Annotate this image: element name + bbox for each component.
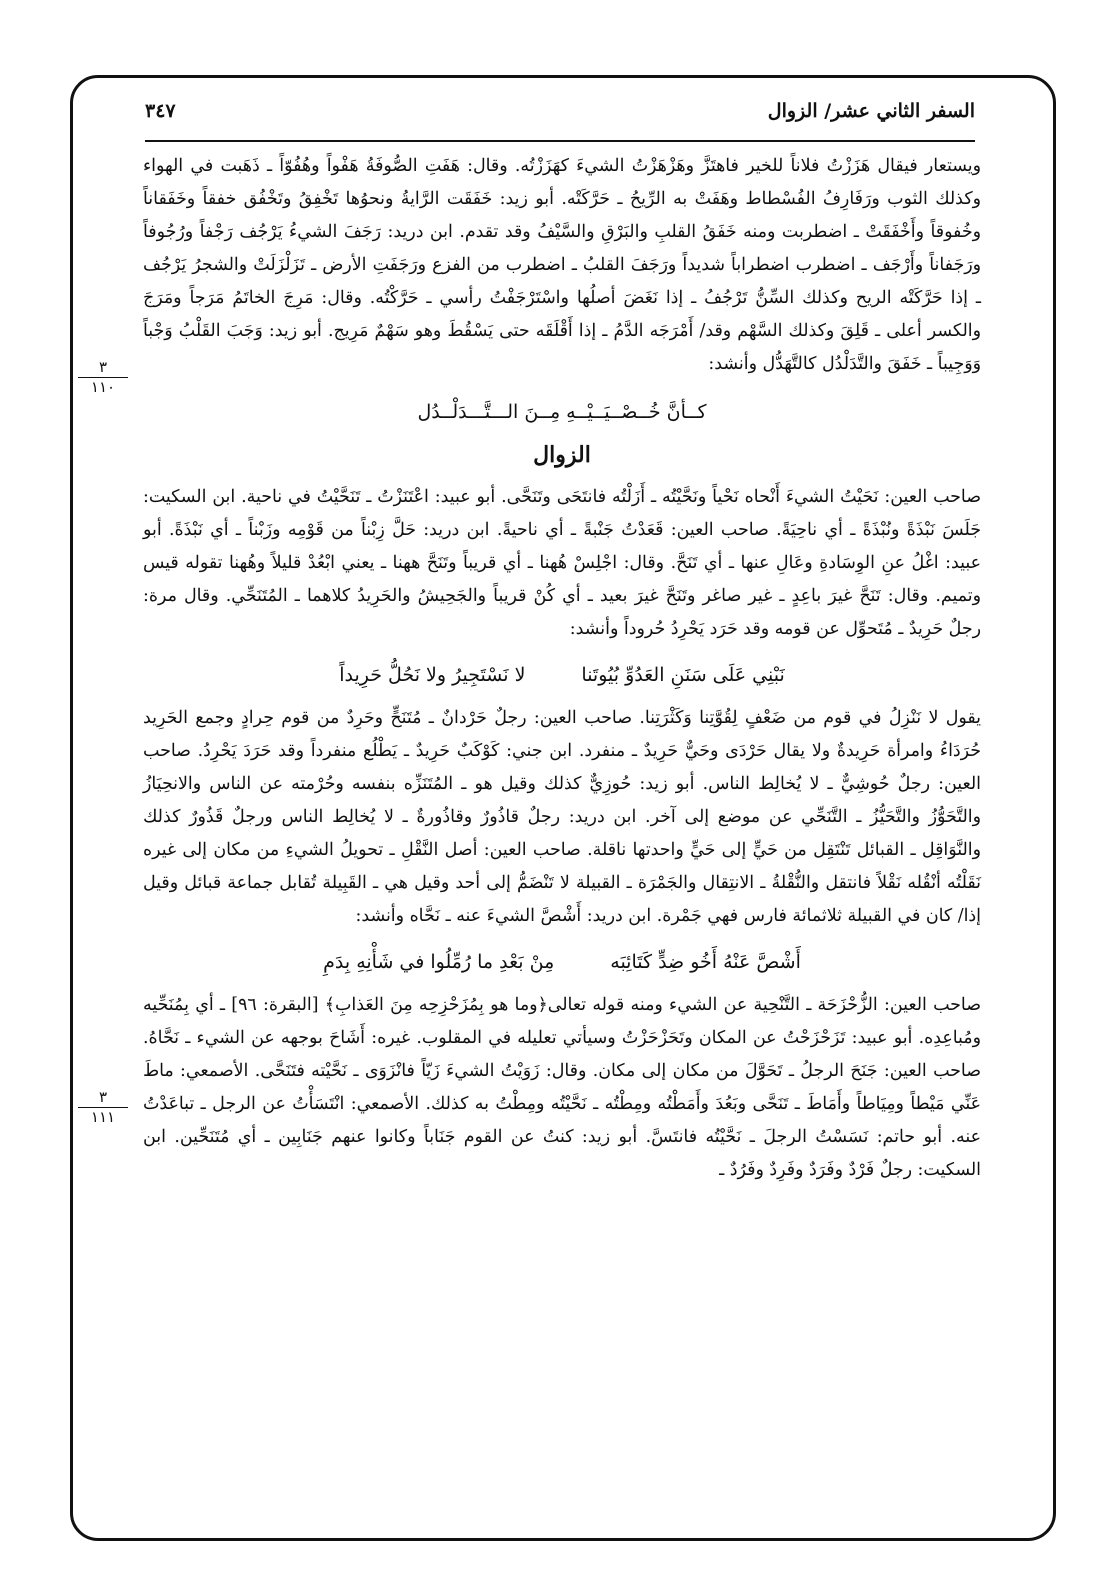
- margin-reference-volume: ٣: [78, 1090, 128, 1108]
- running-title: السفر الثاني عشر/ الزوال: [767, 100, 975, 122]
- verse-hemistich-second: مِنْ بَعْدِ ما رُمِّلُوا في شَأْنِهِ بِدَمِ: [323, 951, 555, 973]
- verse-line-3: [143, 945, 981, 979]
- margin-reference-2: [78, 1090, 128, 1125]
- verse-hemistich-second: لا نَسْتَجِيرُ ولا نَحُلُّ حَرِيداً: [339, 664, 526, 686]
- margin-reference-1: [78, 360, 128, 395]
- verse-line-1: كــأنَّ خُــصْــيَــيْــهِ مِــنَ الـــتَّـــدَلْــدُل: [417, 401, 707, 423]
- verse-hemistich-first: نَبْنِي عَلَى سَنَنِ العَدُوِّ بُيُوتَنا: [581, 664, 785, 686]
- page-number: ٣٤٧: [145, 100, 176, 122]
- margin-reference-page: ١١١: [90, 1108, 116, 1126]
- verse-line-2: [143, 658, 981, 692]
- paragraph-1: ويستعار فيقال هَزَزْتُ فلاناً للخير فاهتَزَّ وهَزْهَزْتُ الشيءَ كهَزَزْتُه. وقال: هَفَتِ الصُّوفَةُ هَفْواً وهُفُوّاً ـ ذَهَبت في الهواء وكذلك الثوب ورَفَارِفُ الفُسْطاط وهَفَتْ به الرِّيحُ ـ حَرَّكَتْه. أبو زيد: خَفَقَت الرَّايةُ ونحوُها تَخْفِقُ وتَخْفُق خفقاً وخَفَقاناً وخُفوقاً وأَخْفَقَتْ ـ اضطربت ومنه خَفَقُ القلبِ والبَرْقِ والسَّيْفُ وقد تقدم. ابن دريد: رَجَفَ الشيءُ يَرْجُف رَجْفاً ورُجُوفاً ورَجَفاناً وأَرْجَف ـ اضطرب اضطراباً شديداً ورَجَفَ القلبُ ـ اضطرب من الفزع ورَجَفَتِ الأرض ـ تَزَلْزَلَتْ والشجرُ يَرْجُف ـ إذا حَرَّكَتْه الريح وكذلك السِّنُّ تَرْجُفُ ـ إذا نَغَضَ أصلُها واسْتَرْجَفْتُ رأسي ـ حَرَّكْتُه. وقال: مَرِجَ الخاتَمُ مَرَجاً ومَرَجَ والكسر أعلى ـ قَلِقَ وكذلك السَّهْم وقد/ أَمْرَجَه الدَّمُ ـ إذا أَقْلَقَه حتى يَسْقُطَ وهو سَهْمٌ مَرِيج. أبو زيد: وَجَبَ القَلْبُ وَجْباً وَوَجِيباً ـ خَفَقَ والتَّدَلْدُل كالتَّهَدُّل وأنشد:: [143, 156, 981, 374]
- paragraph-3: يقول لا نَنْزِلُ في قوم من ضَعْفٍ لِقُوَّتِنا وَكَثْرَتِنا. صاحب العين: رجلٌ حَرْدانٌ ـ مُتَنَحٍّ وحَرِدٌ من قوم حِرادٍ وجمع الحَرِيد حُرَدَاءُ وامرأة حَرِيدةٌ ولا يقال حَرْدَى وحَيٌّ حَرِيدٌ ـ منفرد. ابن جني: كَوْكَبٌ حَرِيدٌ ـ يَطْلُع منفرداً وقد حَرَدَ يَحْرِدُ. صاحب العين: رجلٌ حُوشِيٌّ ـ لا يُخالِط الناس. أبو زيد: حُوزِيٌّ كذلك وقيل هو ـ المُتَنَزِّه بنفسه وحُرْمته عن الناس والانحِيَازُ والتَّحَوُّزُ والتَّحَيُّزُ ـ التَّنَحِّي عن موضع إلى آخر. ابن دريد: رجلٌ قاذُورٌ وقاذُورةٌ ـ لا يُخالِط الناس ورجلٌ قَذُورٌ كذلك والنَّوَاقِل ـ القبائل تَنْتَقِل من حَيٍّ إلى حَيٍّ واحدتها ناقلة. صاحب العين: أصل النَّقْلِ ـ تحويلُ الشيءِ من مكان إلى غيره نَقَلْتُه أنْقُله نَقْلاً فانتقل والنُّقْلةُ ـ الانتِقال والجَمْرَة ـ القبيلة لا تَنْضَمُّ إلى أحد وقيل هي ـ القَبِيلة تُقابل جماعة قبائل وقيل إذا/ كان في القبيلة ثلاثمائة فارس فهي جَمْرة. ابن دريد: أَشْصَّ الشيءَ عنه ـ نَحَّاه وأنشد:: [143, 708, 981, 926]
- paragraph-2: صاحب العين: نَحَيْتُ الشيءَ أَنْحاه نَحْياً ونَحَّيْتُه ـ أَزَلْتُه فانتَحَى وتَنَحَّى. أبو عبيد: اعْتَنَزْتُ ـ تَنَحَّيْتُ في ناحية. ابن السكيت: جَلَسَ نَبْذَةً ونُبْذَةً ـ أي ناحِيَةً. صاحب العين: قَعَدْتُ جَنْبةً ـ أي ناحيةً. ابن دريد: حَلَّ زِبْناً من قَوْمِه وزَبْناً ـ أي نَبْذَةً. أبو عبيد: اغْلُ عنِ الوِسَادةِ وعَالِ عنها ـ أي تَنَحَّ. وقال: اجْلِسْ هُهنا ـ أي قريباً وتَنَحَّ ههنا ـ يعني ابْعُدْ قليلاً وهُهنا تقوله قيس وتميم. وقال: تَنَحَّ غيرَ باعِدٍ ـ غير صاغر وتَنَحَّ غيرَ بعيد ـ أي كُنْ قريباً والجَحِيشُ والحَرِيدُ كلاهما ـ المُتَنَحِّي. وقال مرة: رجلٌ حَرِيدٌ ـ مُتَحوِّل عن قومه وقد حَرَد يَحْرِدُ حُروداً وأنشد:: [143, 487, 981, 639]
- margin-reference-volume: ٣: [78, 360, 128, 378]
- paragraph-4: صاحب العين: الزُّحْزَحَة ـ التَّنْحِية عن الشيء ومنه قوله تعالى﴿وما هو بِمُزَحْزِحِه مِنَ العَذابِ﴾ [البقرة: ٩٦] ـ أي بِمُنَحِّيه ومُباعِدِه. أبو عبيد: تَزَحْزَحْتُ عن المكان وتَحَزْحَزْتُ وسيأتي تعليله في المقلوب. غيره: أَشَاحَ بوجهه عن الشيء ـ نَحَّاهُ. صاحب العين: جَنَحَ الرجلُ ـ تَحَوَّلَ من مكان إلى مكان. وقال: زَوَيْتُ الشيءَ زَيّاً فانْزَوَى ـ نَحَّيْته فتَنَحَّى. الأصمعي: ماطَ عَنِّي مَيْطاً ومِيَاطاً وأَمَاطَ ـ تَنَحَّى وبَعُدَ وأَمَطْتُه ومِطْتُه ـ نَحَّيْتُه ومِطْتُ به كذلك. الأصمعي: انْتَسَأْتُ عن الرجل ـ تباعَدْتُ عنه. أبو حاتم: نَسَسْتُ الرجلَ ـ نَحَّيْتُه فانتَسَّ. أبو زيد: كنتُ عن القوم جَنَاباً وكانوا عنهم جَنَابِين ـ أي مُتَنَحِّين. ابن السكيت: رجلٌ فَرْدٌ وفَرَدٌ وفَرِدٌ وفَرُدٌ ـ: [143, 995, 981, 1180]
- verse-hemistich-first: أَشْصَّ عَنْهُ أَخُو ضِدٍّ كَتَائِبَه: [610, 951, 801, 973]
- page-header: [145, 98, 975, 142]
- page-body: [143, 150, 981, 1187]
- margin-reference-page: ١١٠: [90, 378, 116, 396]
- section-heading: الزوال: [533, 442, 591, 468]
